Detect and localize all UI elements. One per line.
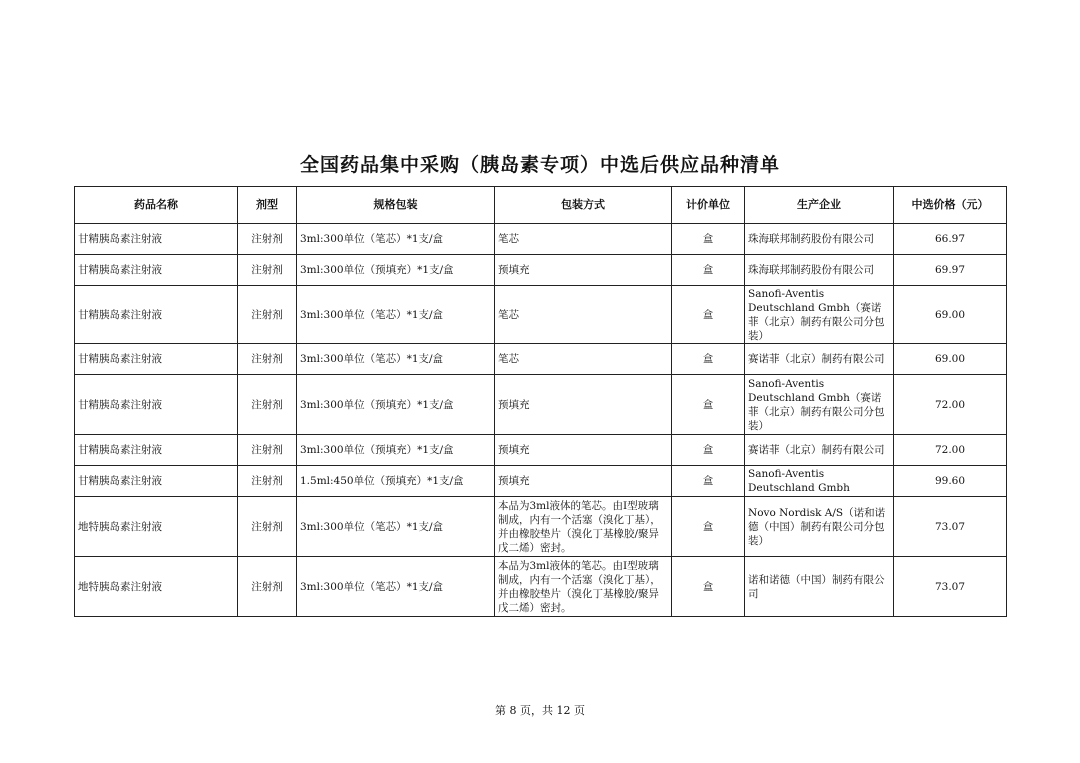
cell-dosage-form: 注射剂 xyxy=(238,286,297,344)
cell-unit: 盒 xyxy=(672,557,745,617)
cell-price: 99.60 xyxy=(894,466,1007,497)
cell-spec: 3ml:300单位（预填充）*1支/盒 xyxy=(297,255,495,286)
cell-manufacturer: 珠海联邦制药股份有限公司 xyxy=(745,255,894,286)
cell-drug-name: 甘精胰岛素注射液 xyxy=(75,435,238,466)
cell-dosage-form: 注射剂 xyxy=(238,435,297,466)
cell-price: 69.97 xyxy=(894,255,1007,286)
cell-drug-name: 甘精胰岛素注射液 xyxy=(75,224,238,255)
cell-spec: 3ml:300单位（预填充）*1支/盒 xyxy=(297,435,495,466)
table-row xyxy=(75,435,1007,466)
cell-packaging: 笔芯 xyxy=(495,224,672,255)
cell-manufacturer: 珠海联邦制药股份有限公司 xyxy=(745,224,894,255)
cell-unit: 盒 xyxy=(672,435,745,466)
cell-unit: 盒 xyxy=(672,286,745,344)
cell-manufacturer: 赛诺菲（北京）制药有限公司 xyxy=(745,435,894,466)
cell-spec: 3ml:300单位（预填充）*1支/盒 xyxy=(297,375,495,435)
cell-drug-name: 地特胰岛素注射液 xyxy=(75,557,238,617)
cell-dosage-form: 注射剂 xyxy=(238,375,297,435)
header-drug-name: 药品名称 xyxy=(75,187,238,224)
table-row xyxy=(75,344,1007,375)
cell-drug-name: 甘精胰岛素注射液 xyxy=(75,466,238,497)
cell-price: 66.97 xyxy=(894,224,1007,255)
cell-unit: 盒 xyxy=(672,344,745,375)
table-row xyxy=(75,224,1007,255)
cell-packaging: 预填充 xyxy=(495,375,672,435)
cell-dosage-form: 注射剂 xyxy=(238,497,297,557)
cell-dosage-form: 注射剂 xyxy=(238,557,297,617)
cell-packaging: 笔芯 xyxy=(495,344,672,375)
cell-dosage-form: 注射剂 xyxy=(238,224,297,255)
header-price: 中选价格（元） xyxy=(894,187,1007,224)
cell-dosage-form: 注射剂 xyxy=(238,466,297,497)
cell-spec: 3ml:300单位（笔芯）*1支/盒 xyxy=(297,286,495,344)
cell-drug-name: 地特胰岛素注射液 xyxy=(75,497,238,557)
cell-spec: 3ml:300单位（笔芯）*1支/盒 xyxy=(297,344,495,375)
cell-spec: 3ml:300单位（笔芯）*1支/盒 xyxy=(297,224,495,255)
header-manufacturer: 生产企业 xyxy=(745,187,894,224)
cell-price: 72.00 xyxy=(894,435,1007,466)
table-row xyxy=(75,286,1007,344)
cell-unit: 盒 xyxy=(672,497,745,557)
cell-packaging: 预填充 xyxy=(495,466,672,497)
cell-spec: 3ml:300单位（笔芯）*1支/盒 xyxy=(297,497,495,557)
header-dosage-form: 剂型 xyxy=(238,187,297,224)
header-unit: 计价单位 xyxy=(672,187,745,224)
cell-price: 69.00 xyxy=(894,286,1007,344)
cell-price: 73.07 xyxy=(894,557,1007,617)
header-spec: 规格包装 xyxy=(297,187,495,224)
cell-spec: 3ml:300单位（笔芯）*1支/盒 xyxy=(297,557,495,617)
cell-drug-name: 甘精胰岛素注射液 xyxy=(75,255,238,286)
document-title: 全国药品集中采购（胰岛素专项）中选后供应品种清单 xyxy=(299,154,780,176)
cell-manufacturer: Sanofi-Aventis Deutschland Gmbh xyxy=(745,466,894,497)
cell-unit: 盒 xyxy=(672,375,745,435)
table-row xyxy=(75,375,1007,435)
cell-price: 73.07 xyxy=(894,497,1007,557)
table-header-row xyxy=(75,187,1007,224)
cell-packaging: 预填充 xyxy=(495,255,672,286)
header-packaging: 包装方式 xyxy=(495,187,672,224)
cell-packaging: 本品为3ml液体的笔芯。由I型玻璃制成，内有一个活塞（溴化丁基），并由橡胶垫片（溴化丁基橡胶/聚异戊二烯）密封。 xyxy=(495,557,672,617)
table-row xyxy=(75,557,1007,617)
cell-unit: 盒 xyxy=(672,466,745,497)
cell-manufacturer: Sanofi-Aventis Deutschland Gmbh（赛诺菲（北京）制药有限公司分包装） xyxy=(745,286,894,344)
cell-manufacturer: Sanofi-Aventis Deutschland Gmbh（赛诺菲（北京）制药有限公司分包装） xyxy=(745,375,894,435)
cell-drug-name: 甘精胰岛素注射液 xyxy=(75,286,238,344)
cell-price: 69.00 xyxy=(894,344,1007,375)
cell-price: 72.00 xyxy=(894,375,1007,435)
table-row xyxy=(75,255,1007,286)
cell-drug-name: 甘精胰岛素注射液 xyxy=(75,344,238,375)
cell-dosage-form: 注射剂 xyxy=(238,344,297,375)
page-number: 第 8 页，共 12 页 xyxy=(495,704,585,717)
cell-unit: 盒 xyxy=(672,255,745,286)
cell-manufacturer: 诺和诺德（中国）制药有限公司 xyxy=(745,557,894,617)
cell-unit: 盒 xyxy=(672,224,745,255)
cell-manufacturer: Novo Nordisk A/S（诺和诺德（中国）制药有限公司分包装） xyxy=(745,497,894,557)
cell-packaging: 本品为3ml液体的笔芯。由I型玻璃制成，内有一个活塞（溴化丁基），并由橡胶垫片（溴化丁基橡胶/聚异戊二烯）密封。 xyxy=(495,497,672,557)
cell-dosage-form: 注射剂 xyxy=(238,255,297,286)
drug-supply-table xyxy=(74,186,1007,617)
cell-drug-name: 甘精胰岛素注射液 xyxy=(75,375,238,435)
cell-manufacturer: 赛诺菲（北京）制药有限公司 xyxy=(745,344,894,375)
table-row xyxy=(75,466,1007,497)
table-row xyxy=(75,497,1007,557)
cell-packaging: 笔芯 xyxy=(495,286,672,344)
cell-spec: 1.5ml:450单位（预填充）*1支/盒 xyxy=(297,466,495,497)
cell-packaging: 预填充 xyxy=(495,435,672,466)
